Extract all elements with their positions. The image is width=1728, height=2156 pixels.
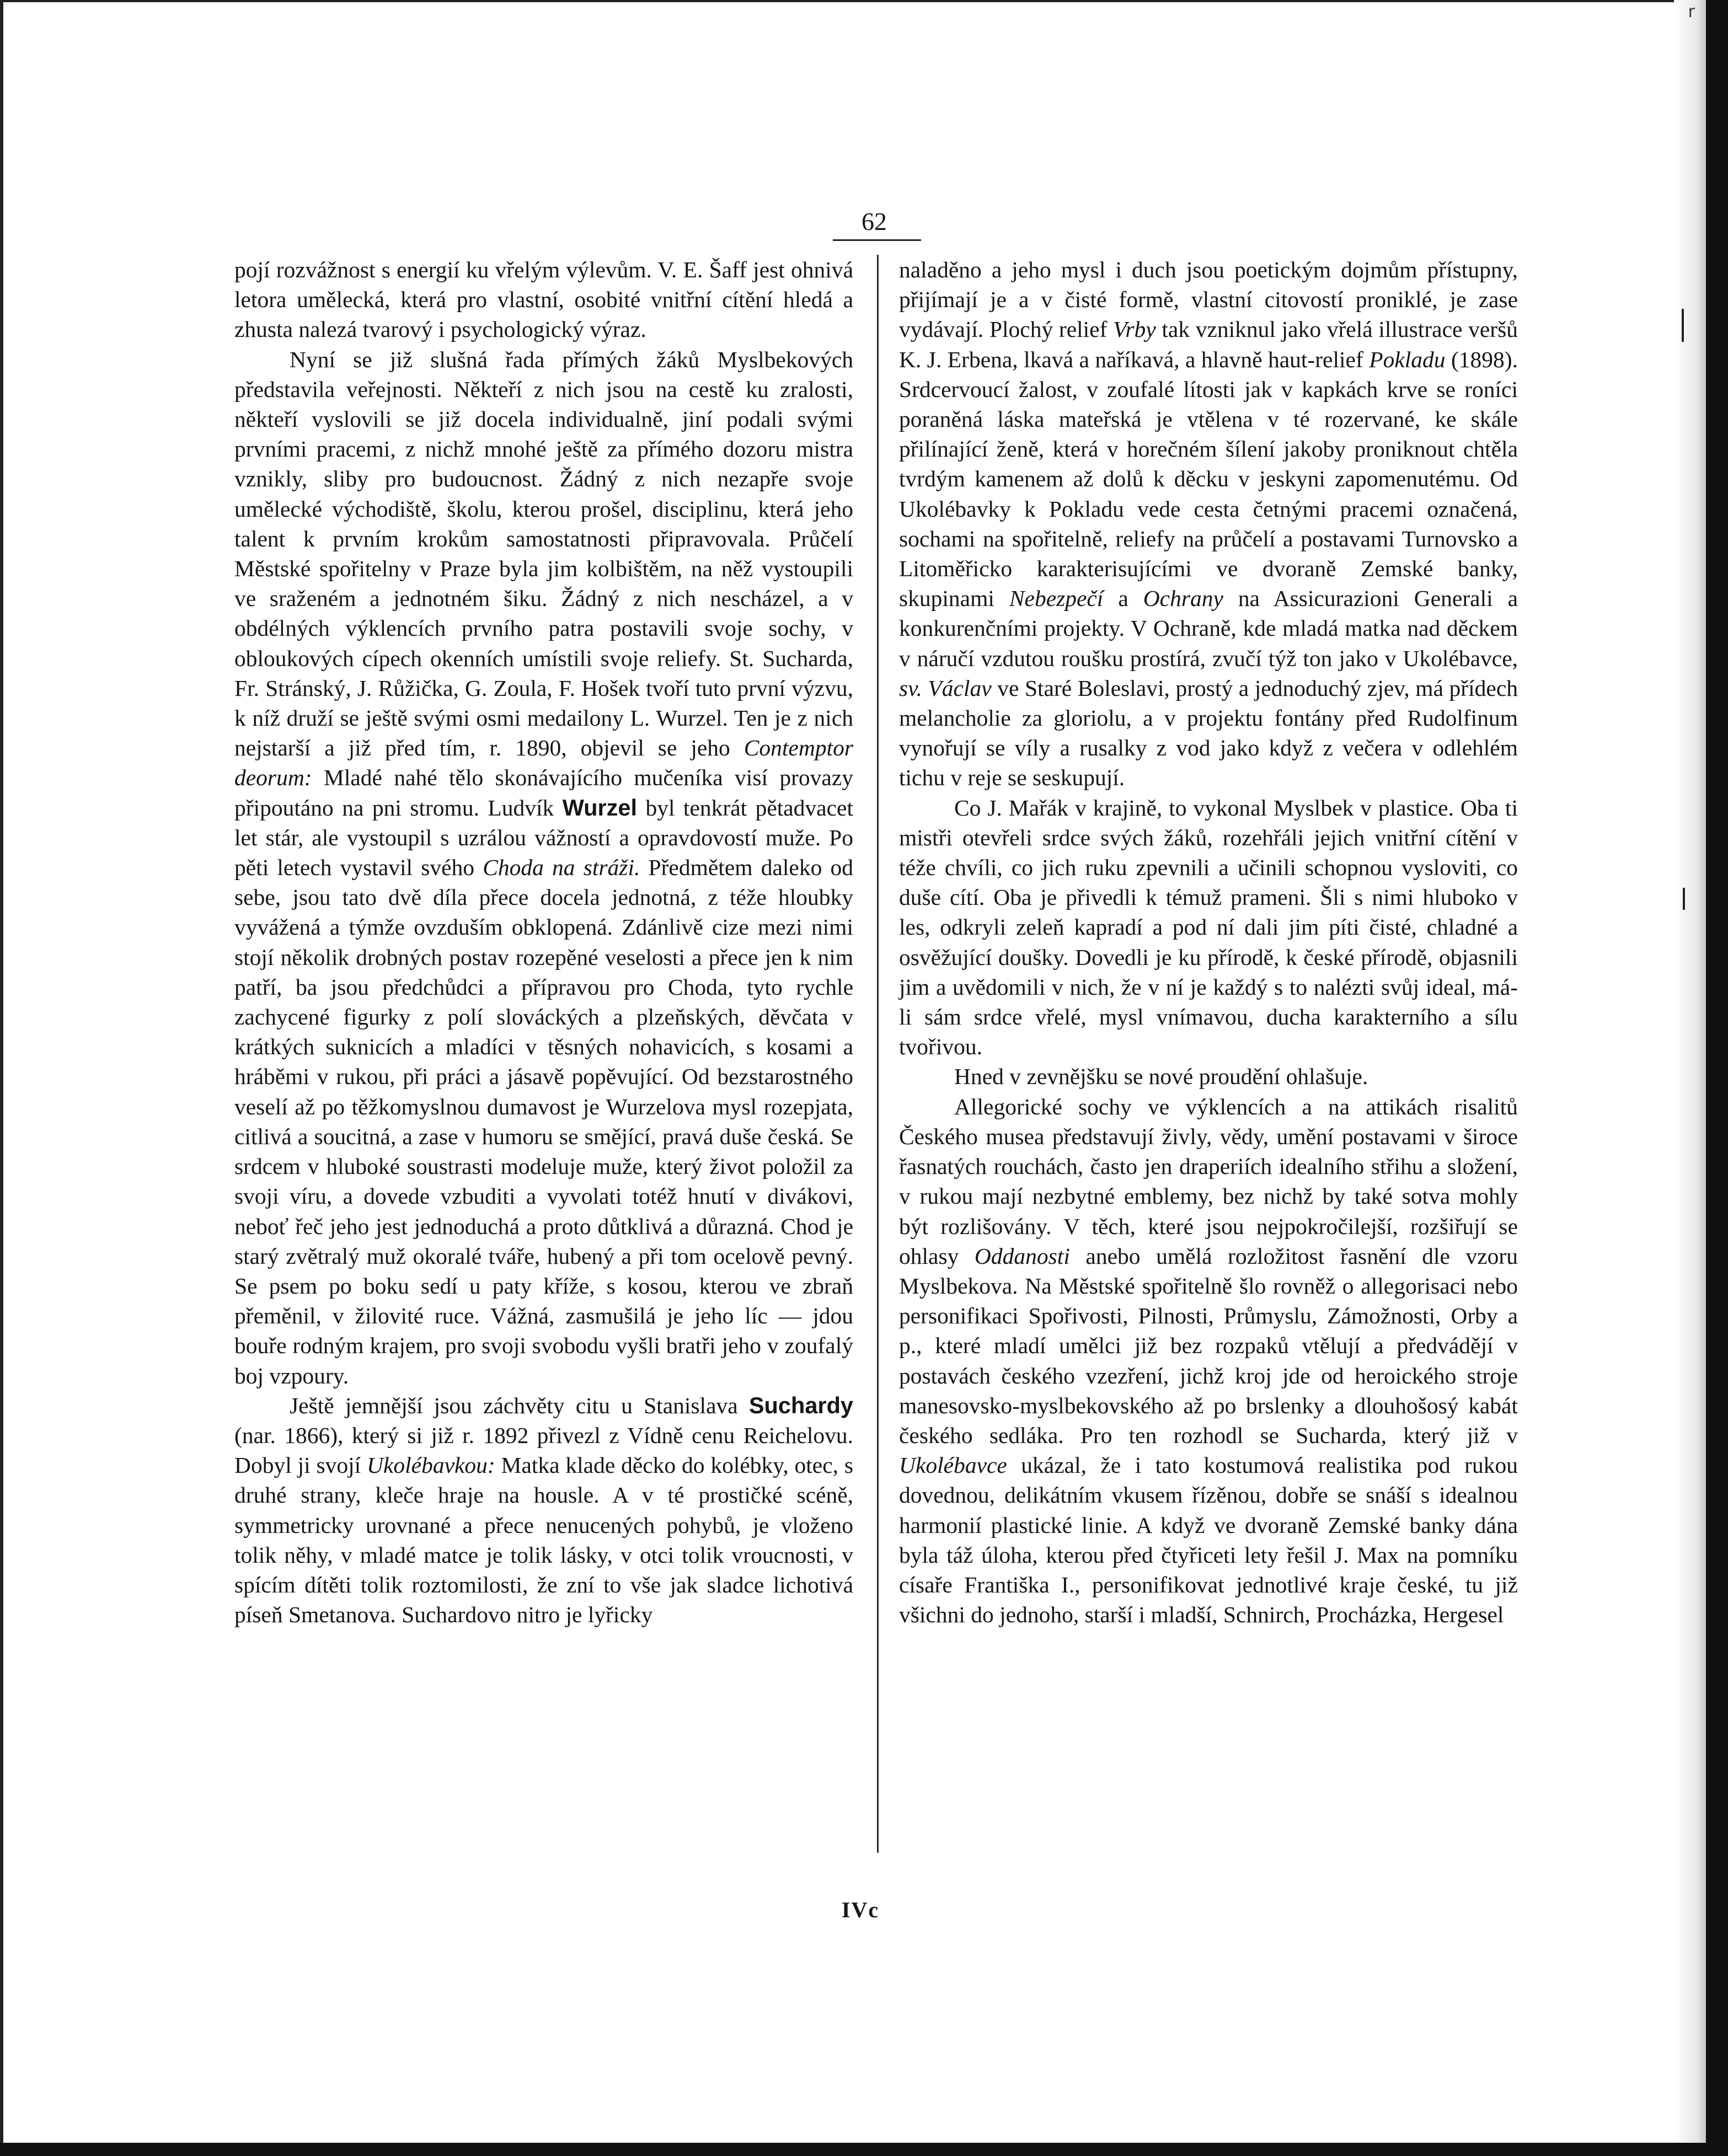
italic-title: Ukolébavkou: xyxy=(366,1452,495,1478)
italic-title: Oddanosti xyxy=(974,1243,1070,1269)
signature-mark: IVc xyxy=(841,1897,880,1922)
text-run: Matka klade děcko do kolébky, otec, s druhé strany, klečе hraje na housle. A v té prostičké scéně, symmetricky urovnané a přece nenucených pohybů, je vloženo tolik něhy, v mladé matce je tolik lásky, v otci tolik vroucnosti, v spícím dítěti tolik roztomilosti, že zní to vše jak sladce lichotivá píseň Smetanova. Suchardovo nitro je lyřicky xyxy=(234,1452,853,1628)
italic-title: Contemptor deorum: xyxy=(234,735,853,791)
sculptor-name: Suchardy xyxy=(748,1392,853,1418)
left-column xyxy=(234,255,853,1629)
text-run: (1898). Srdcervoucí žalost, v zoufalé lítosti jak v kapkách krve se roníci poraněná láska mateřská je vtělena v té rozervané, ke skále přilínající ženě, která v horečném šílení jakoby proniknout chtěla tvrdým kamenem až dolů k děcku v jeskyni zapomenutému. Od Ukolébavky k Pokladu vede cesta četnými pracemi označená, sochami na spořitelně, reliefy na průčelí a postavami Turnovsko a Litoměřicko karakterisujícími ve dvoraně Zemské banky, skupinami xyxy=(899,346,1518,612)
text-run: pojí rozvážnost s energií ku vřelým výlevům. V. E. Šaff jest ohnivá letora umělecká, která pro vlastní, osobité vnitřní cítění hledá a zhusta nalezá tvarový i psychologický výraz. xyxy=(234,257,853,342)
text-run: na Assicurazioni Generali a konkurenčními projekty. V Ochraně, kde mladá matka nad děckem v náručí vzdutou roušku prostírá, zvučí týž ton jako v Ukolébavce, xyxy=(899,586,1518,671)
text-run: anebo umělá rozložitost řasnění dle vzoru Myslbekova. Na Městské spořitelně šlo rovněž o allegorisaci nebo personifikaci Spořivosti, Pilnosti, Průmyslu, Zámožnosti, Orby a p., které mladí umělci již bez rozpaků vtělují a předvádějí v postavách českého vzezření, jichž kroj jde od heroického stroje manesovsko-myslbekovského až po brslenky a dlouhošosý kabát českého sedláka. Pro ten rozhodl se Sucharda, který již v xyxy=(899,1243,1518,1448)
paragraph xyxy=(899,255,1518,793)
text-run: ukázal, že i tato kostumová realistika pod rukou dovednou, delikátním vkusem řízěnou, dobře se snáší s idealnou harmonií plastické linie. A když ve dvoraně Zemské banky dána byla táž úloha, kterou před čtyřiceti lety řešil J. Max na pomníku císaře Františka I., personifikovat jednotlivé kraje české, tu již všichni do jednoho, starší i mladší, Schnirch, Procházka, Hergesel xyxy=(899,1452,1518,1628)
paragraph xyxy=(899,793,1518,1062)
text-run: tak vzniknul jako vřelá illustrace veršů K. J. Erbena, lkavá a naříkavá, a hlavně haut-relief xyxy=(899,317,1518,372)
text-run: byl tenkrát pětadvacet let stár, ale vystoupil s uzrálou vážností a opravdovostí muže. Po pěti letech vystavil svého xyxy=(234,795,853,881)
paragraph xyxy=(234,255,853,345)
text-run: Co J. Mařák v krajině, to vykonal Myslbek v plastice. Oba ti mistři otevřeli srdce svých žáků, rozehřáli jejich vnitřní cítění v téže chvíli, co jich ruku zpevnili a učinili schopnou vysloviti, co duše cítí. Oba je přivedli k témuž prameni. Šli s nimi hluboko v les, odkryli zeleň kapradí a pod ní dali jim píti čisté, chladné a osvěžující doušky. Dovedli je ku přírodě, k české přírodě, objasnili jim a uvědomili v nich, že v ní je každý s to nalézti svůj ideal, má-li sám srdce vřelé, mysl vnímavou, ducha karakterního a sílu tvořivou. xyxy=(899,795,1518,1060)
text-run: naladěno a jeho mysl i duch jsou poetickým dojmům přístupny, přijímají je a v čisté formě, vlastní citovostí proniklé, je zase vydávají. Plochý relief xyxy=(899,257,1518,342)
text-run: Hned v zevnějšku se nové proudění ohlašuje. xyxy=(954,1064,1368,1090)
scan-frame-left xyxy=(0,0,3,2156)
text-run: (nar. 1866), který si již r. 1892 přivezl z Vídně cenu Reichelovu. Dobyl ji svojí xyxy=(234,1422,853,1478)
text-run: Allegorické sochy ve výklencích a na attikách risalitů Českého musea představují živly, vědy, umění postavami v široce řasnatých rouchách, často jen draperiích idealního střihu a složení, v rukou mají nezbytné emblemy, bez nichž by také sotva mohly být rozlišovány. V těch, které jsou nejpokročilejší, rozšiřují se ohlasy xyxy=(899,1093,1518,1269)
scan-frame-right xyxy=(1706,0,1728,2156)
corner-mark: r xyxy=(1688,2,1695,22)
column-divider xyxy=(877,255,879,1853)
italic-title: sv. Václav xyxy=(899,675,992,701)
italic-title: Nebezpečí xyxy=(1009,586,1104,612)
header-rule xyxy=(833,239,921,241)
edge-mark xyxy=(1683,888,1697,910)
edge-mark xyxy=(1682,309,1696,342)
italic-title: Vrby xyxy=(1113,317,1156,342)
italic-title: Pokladu xyxy=(1369,346,1446,372)
text-run: Mladé nahé tělo skonávajícího mučeníka visí provazy připoutáno na pni stromu. Ludvík xyxy=(234,765,853,820)
text-run: Nyní se již slušná řada přímých žáků Myslbekových představila veřejnosti. Někteří z nich jsou na cestě ku zralosti, někteří vyslovili se již docela individualně, jiní podali svými prvními pracemi, z nichž mnohé ještě za přímého dozoru mistra vznikly, sliby pro budoucnost. Žádný z nich nezapře svoje umělecké východiště, školu, kterou prošel, disciplinu, která jeho talent k prvním krokům samostatnosti připravovala. Průčelí Městské spořitelny v Praze byla jim kolbištěm, na něž vystoupili ve sraženém a jednotném šiku. Žádný z nich nescházel, a v obdélných výklencích prvního patra postavili svoje sochy, v obloukových cípech okenních umístili svoje reliefy. St. Sucharda, Fr. Stránský, J. Růžička, G. Zoula, F. Hošek tvoří tuto první výzvu, k níž druží se ještě svými osmi medailony L. Wurzel. Ten je z nich nejstarší a již před tím, r. 1890, objevil se jeho xyxy=(234,346,853,761)
paragraph xyxy=(234,1391,853,1630)
text-run: Předmětem daleko od sebe, jsou tato dvě díla přece docela jednotná, z téže hloubky vyvážená a týmže ovzduším obklopená. Zdánlivě cize mezi nimi stojí několik drobných postav rozepěné veselosti a přece jen k nim patří, ba jsou předchůdci a přípravou pro Choda, tyto rychle zachycené figurky z polí slováckých a plzeňských, děvčata v krátkých suknicích a mladíci v těsných nohavicích, s kosami a hráběmi v rukou, při práci a jásavě popěvující. Od bezstarostného veselí až po těžkomyslnou dumavost je Wurzelova mysl rozepjata, citlivá a soucitná, a zase v humoru se smějící, pravá duše česká. Se srdcem v hluboké soustrasti modeluje muže, který život položil za svoji víru, a dovede vzbuditi a vyvolati totéž hnutí v divákovi, neboť řeč jeho jest jednoduchá a proto důtklivá a důrazná. Chod je starý zvětralý muž okoralé tváře, hubený a při tom ocelově pevný. Se psem po boku sedí u paty kříže, s kosou, kterou ve zbraň přeměnil, v žilovité ruce. Vážná, zasmušilá je jeho líc — jdou bouře rodným krajem, pro svoji svobodu vyšli bratři jeho v zoufalý boj vzpoury. xyxy=(234,855,853,1388)
italic-title: Choda na stráži. xyxy=(483,855,640,881)
right-column xyxy=(899,255,1518,1629)
paragraph xyxy=(899,1092,1518,1630)
paragraph xyxy=(234,345,853,1391)
italic-title: Ochrany xyxy=(1143,586,1223,612)
paragraph xyxy=(899,1061,1518,1091)
text-run: a xyxy=(1103,586,1143,612)
text-run: Ještě jemnější jsou záchvěty citu u Stanislava xyxy=(290,1392,749,1418)
italic-title: Ukolébavce xyxy=(899,1452,1007,1478)
text-run: ve Staré Boleslavi, prostý a jednoduchý zjev, má přídech melancholie za gloriolu, a v projektu fontány před Rudolfinum vynořují se víly a rusalky z vod jako když z večera v odlehlém tichu v reje se seskupují. xyxy=(899,675,1518,791)
scan-frame-top xyxy=(0,0,1728,2)
scan-frame-bottom xyxy=(0,2143,1728,2156)
sculptor-name: Wurzel xyxy=(562,794,638,820)
page-number: 62 xyxy=(862,207,887,235)
